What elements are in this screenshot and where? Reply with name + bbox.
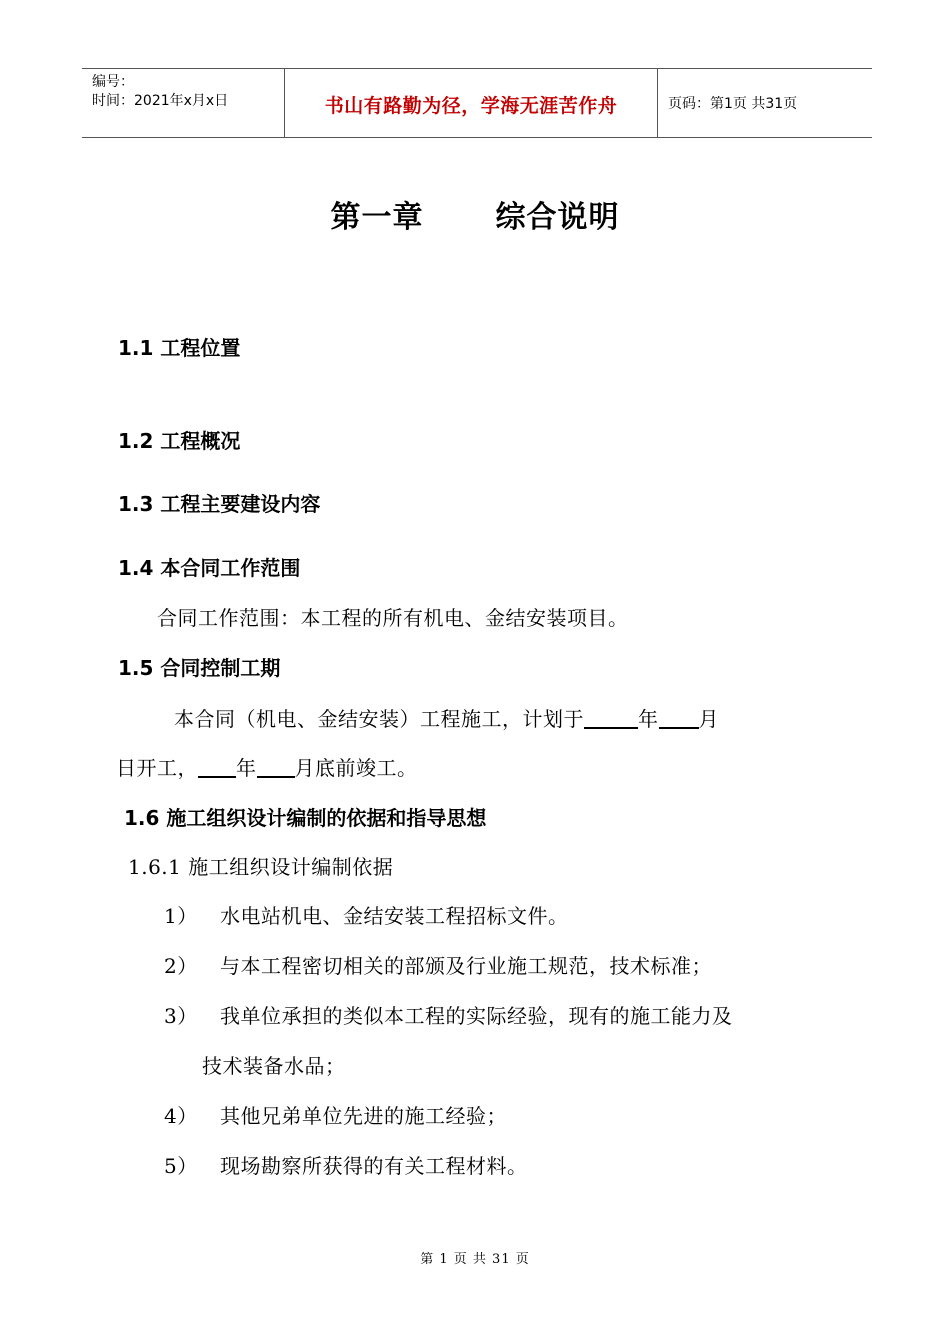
section-1-5-heading: 1.5 合同控制工期	[118, 656, 281, 680]
year-blank	[584, 707, 638, 729]
list-text: 技术装备水品；	[202, 1054, 346, 1078]
header-page-number: 页码：第1页 共31页	[668, 96, 798, 112]
section-1-5-line2	[116, 752, 418, 781]
schedule-text-a: 本合同（机电、金结安装）工程施工，计划于	[174, 707, 584, 731]
schedule-text-c: 月	[698, 707, 719, 731]
schedule-text-f: 月底前竣工。	[294, 756, 418, 780]
list-item-continuation	[202, 1050, 346, 1079]
schedule-text-e: 年	[236, 756, 257, 780]
header-time: 时间：2021年x月x日	[92, 93, 229, 109]
chapter-prefix: 第一章	[330, 200, 424, 235]
list-number: 3）	[164, 1004, 198, 1028]
list-number: 2）	[164, 954, 198, 978]
header-number: 编号：	[92, 74, 134, 90]
page-footer: 第 1 页 共 31 页	[420, 1252, 530, 1267]
month-blank-2	[257, 756, 295, 778]
section-1-3-heading: 1.3 工程主要建设内容	[118, 492, 321, 516]
list-number: 1）	[164, 904, 198, 928]
section-1-4-text: 合同工作范围：本工程的所有机电、金结安装项目。	[157, 606, 629, 630]
section-1-2-heading: 1.2 工程概况	[118, 429, 241, 453]
header-motto: 书山有路勤为径，学海无涯苦作舟	[324, 95, 618, 117]
list-text: 水电站机电、金结安装工程招标文件。	[220, 904, 569, 928]
year-blank-2	[198, 756, 236, 778]
schedule-text-d: 日开工，	[116, 756, 198, 780]
list-text: 与本工程密切相关的部颁及行业施工规范，技术标准；	[220, 954, 712, 978]
section-1-4-heading: 1.4 本合同工作范围	[118, 556, 301, 580]
list-number: 4）	[164, 1104, 198, 1128]
header-motto-cell	[284, 69, 658, 137]
month-blank	[659, 707, 699, 729]
section-1-6-1-heading: 1.6.1 施工组织设计编制依据	[128, 855, 394, 879]
list-item	[164, 1150, 528, 1179]
list-item	[164, 900, 569, 929]
list-item	[164, 1100, 507, 1129]
section-1-1-heading: 1.1 工程位置	[118, 336, 241, 360]
schedule-text-b: 年	[638, 707, 659, 731]
list-item	[164, 1000, 733, 1029]
list-text: 我单位承担的类似本工程的实际经验，现有的施工能力及	[220, 1004, 733, 1028]
list-text: 其他兄弟单位先进的施工经验；	[220, 1104, 507, 1128]
chapter-title	[0, 192, 950, 236]
list-text: 现场勘察所获得的有关工程材料。	[220, 1154, 528, 1178]
section-1-6-heading: 1.6 施工组织设计编制的依据和指导思想	[124, 806, 487, 830]
header-left-cell	[82, 69, 284, 137]
header-page-cell	[658, 69, 872, 137]
section-1-5-line1	[174, 703, 719, 732]
page-header	[82, 68, 872, 138]
chapter-name: 综合说明	[495, 200, 620, 235]
list-number: 5）	[164, 1154, 198, 1178]
list-item	[164, 950, 712, 979]
